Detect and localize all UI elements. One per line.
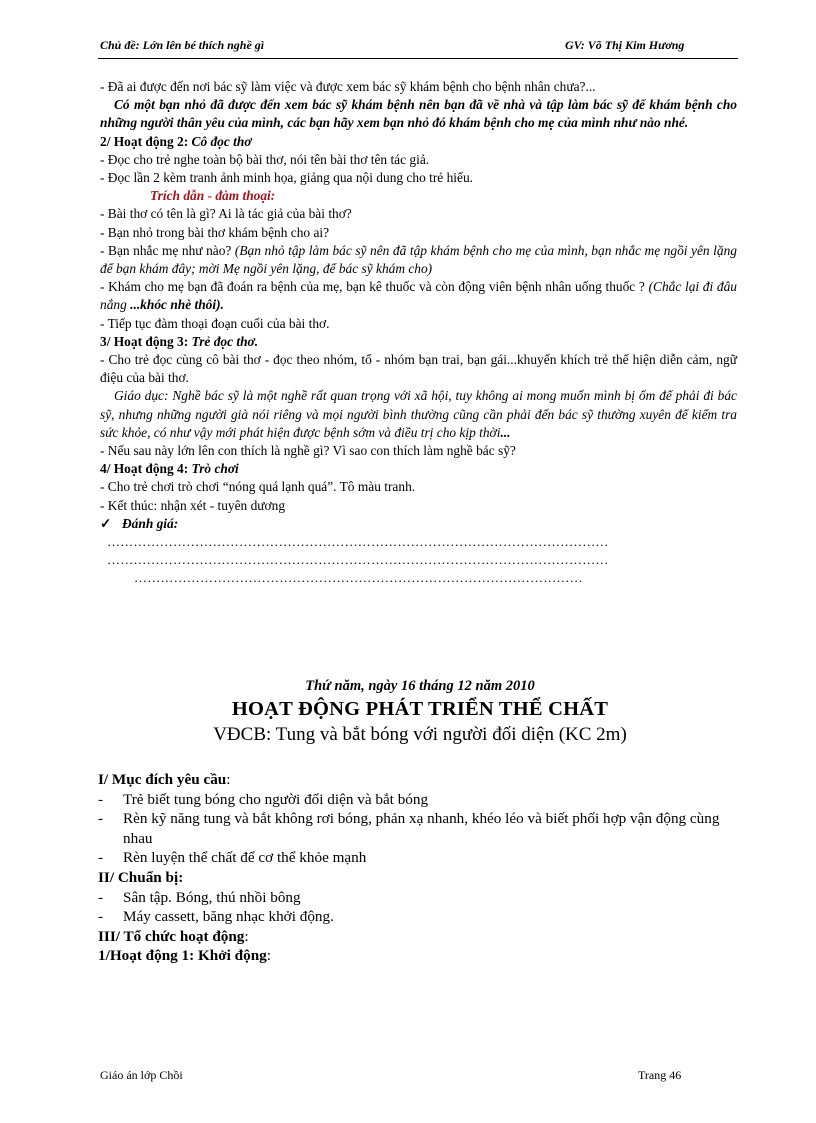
list-item: - Trẻ biết tung bóng cho người đối diện và bắt bóng	[98, 790, 429, 808]
section-2-heading: II/ Chuẩn bị:	[98, 868, 184, 886]
lesson-date: Thứ năm, ngày 16 tháng 12 năm 2010	[305, 678, 535, 694]
list-item: - Đọc lần 2 kèm tranh ảnh minh họa, giảng qua nội dung cho trẻ hiểu.	[100, 170, 473, 186]
list-item: - Rèn kỹ năng tung và bắt không rơi bóng, phản xạ nhanh, khéo léo và biết phối hợp vận động cùng nhau	[98, 810, 720, 847]
quote-heading: Trích dẫn - đàm thoại:	[150, 188, 276, 204]
dotted-line: ……………………………………………………………………………………………………	[107, 552, 609, 568]
evaluation-heading: ✓ Đánh giá:	[100, 515, 737, 533]
lesson-part-2-header	[100, 676, 740, 748]
list-item: - Máy cassett, băng nhạc khởi động.	[98, 908, 334, 926]
activity-2-heading: 2/ Hoạt động 2: Cô đọc thơ	[100, 133, 252, 149]
activity-1-heading: 1/Hoạt động 1: Khởi động:	[98, 947, 271, 965]
list-item: - Đọc cho trẻ nghe toàn bộ bài thơ, nói tên bài thơ tên tác giả.	[100, 151, 430, 167]
education-paragraph: Giáo dục: Nghề bác sỹ là một nghề rất quan trọng với xã hội, tuy không ai mong muốn mình bị ốm để phải đi bác sỹ, nhưng những người già nói riêng và mọi người bình thường cũng cần phải đến bác sỹ thường xuyên để kiểm tra sức khỏe, có như vậy mới phát hiện được bệnh sớm và điều trị cho kịp thời...	[100, 388, 737, 440]
checkmark-icon: ✓	[100, 515, 112, 531]
list-item: - Kết thúc: nhận xét - tuyên dương	[100, 497, 286, 513]
list-item: - Bạn nhắc mẹ như nào? (Bạn nhỏ tập làm bác sỹ nên đã tập khám bệnh cho mẹ của mình, bạn nhắc mẹ ngồi yên lặng để bạn khám đây; mời Mẹ ngồi yên lặng, để bác sỹ khám cho)	[100, 242, 737, 277]
lesson-part-1	[100, 78, 737, 588]
lesson-title: HOẠT ĐỘNG PHÁT TRIỂN THỂ CHẤT	[231, 698, 609, 720]
section-1-heading: I/ Mục đích yêu cầu:	[98, 771, 231, 788]
dotted-line: ……………………………………………………………………………………………………	[107, 534, 609, 550]
list-item: - Rèn luyện thể chất để cơ thể khỏe mạnh	[98, 849, 367, 867]
list-item: - Sân tập. Bóng, thú nhồi bông	[98, 888, 301, 906]
list-item: - Nếu sau này lớn lên con thích là nghề gì? Vì sao con thích làm nghề bác sỹ?	[100, 443, 516, 459]
footer-class: Giáo án lớp Chồi	[100, 1068, 183, 1082]
header-teacher: GV: Võ Thị Kim Hương	[565, 38, 685, 52]
list-item: - Cho trẻ đọc cùng cô bài thơ - đọc theo nhóm, tổ - nhóm bạn trai, bạn gái...khuyến khích trẻ thể hiện diễn cảm, ngữ điệu của bài thơ.	[100, 352, 737, 386]
question-line: - Đã ai được đến nơi bác sỹ làm việc và được xem bác sỹ khám bệnh cho bệnh nhân chưa?...	[100, 79, 596, 94]
list-item: - Bài thơ có tên là gì? Ai là tác giả của bài thơ?	[100, 206, 352, 222]
list-item: - Tiếp tục đàm thoại đoạn cuối của bài thơ.	[100, 315, 330, 331]
lesson-part-2-body	[98, 770, 738, 966]
header-subject: Chủ đề: Lớn lên bé thích nghề gì	[100, 38, 265, 52]
dotted-line: …………………………………………………………………………………………	[134, 570, 583, 586]
intro-paragraph: Có một bạn nhỏ đã được đến xem bác sỹ khám bệnh nên bạn đã về nhà và tập làm bác sỹ để khám bệnh cho những người thân yêu của mình, các bạn hãy xem bạn nhỏ đó khám bệnh cho mẹ của mình như nào nhé.	[100, 97, 737, 131]
activity-4-heading: 4/ Hoạt động 4: Trò chơi	[100, 461, 239, 477]
list-item: - Khám cho mẹ bạn đã đoán ra bệnh của mẹ, bạn kê thuốc và còn động viên bệnh nhân uống thuốc ? (Chắc lại đi đâu nắng ...khóc nhè thôi).	[100, 279, 737, 313]
list-item: - Cho trẻ chơi trò chơi “nóng quá lạnh quá”. Tô màu tranh.	[100, 479, 416, 495]
header-divider	[98, 58, 738, 59]
lesson-subtitle: VĐCB: Tung và bắt bóng với người đối diện (KC 2m)	[213, 724, 627, 745]
page-number: Trang 46	[638, 1068, 682, 1082]
activity-3-heading: 3/ Hoạt động 3: Trẻ đọc thơ.	[100, 333, 259, 349]
section-3-heading: III/ Tổ chức hoạt động:	[98, 927, 249, 945]
list-item: - Bạn nhỏ trong bài thơ khám bệnh cho ai?	[100, 224, 330, 240]
